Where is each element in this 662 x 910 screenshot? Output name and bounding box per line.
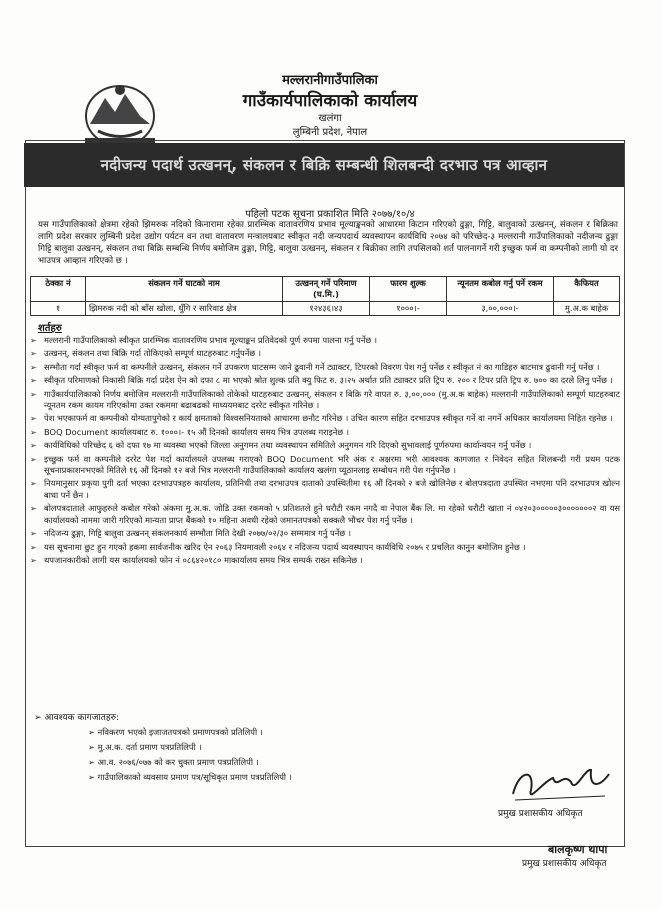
signer-name: बालकृष्ण थापा xyxy=(548,843,608,856)
table-cell: १ xyxy=(31,302,86,316)
col-header: फारम शुल्क xyxy=(370,277,447,302)
banner-title: नदीजन्य पदार्थ उत्खनन्, संकलन र बिक्रि सम्बन्धी शिलबन्दी दरभाउ पत्र आव्हान xyxy=(24,143,624,187)
office-province: लुम्बिनी प्रदेश, नेपाल xyxy=(292,127,368,138)
table-cell: मु.अ.क बाहेक xyxy=(554,302,620,316)
col-header: कैफियत xyxy=(554,277,620,302)
list-item: ➢ गाउँकार्यपालिकाको निर्णय बमोजिम मल्लरानी गाउँपालिकाको तोकेको घाटहरुबाट उत्खनन्, संकलन र बिक्रि गरे वापत रु. ३,००,००० (मु.अ.क बाहेक) मल्लरानी गाउँपालिकाको सम्पूर्ण घाटहरुबाट न्यूनतम रकम कायम गरिएकोमा उक्त रकममा बढाबढको माध्ययमबाट दररेट स्वीकृत गरिनेछ । xyxy=(30,389,620,412)
list-item: ➢ गाउँपालिकाको व्यवसाय प्रमाण पत्र/सूचिकृत प्रमाण पत्रप्रतिलिपी । xyxy=(88,770,292,785)
col-header: संकलन गर्ने घाटको नाम xyxy=(86,277,283,302)
list-item: ➢ यस सूचनामा छुट हुन गएको हकमा सार्वजनीक खरिद ऐन २०६३ नियमावली २०६४ र नदिजन्य पदार्थ व्यवस्थापन कार्यविधि २०७५ र प्रचलित कानुन बमोजिम हुनेछ । xyxy=(30,542,620,553)
table-cell: झिमरुक नदी को बाँस खोला, धुँगि र सारिवाड क्षेत्र xyxy=(86,302,283,316)
notice-date: पहिलो पटक सूचना प्रकाशित मिति २०७७/१०/४ xyxy=(245,209,415,220)
office-place: खलंगा xyxy=(318,113,342,124)
signature-icon xyxy=(505,760,615,808)
table-header-row xyxy=(31,277,620,302)
docs-heading: ➢ आवश्यक कागजातहरु: xyxy=(34,710,119,723)
list-item: ➢ बोलपत्रदाताले आफुहरुले कबोल गरेको अंकमा मु.अ.क. जोडि उक्त रकमको ५ प्रतिशतले हुने धरौटी रकम नगदै वा नेपाल बैंक लि. मा रहेको धरौटी खाता नं ०४२०३०००००३०००००००२ वा यस कार्यालयको नाममा जारी गरिएको मान्यता प्राप्त बैंकको १० महिना अवधी रहेको जमानतपत्रको सक्कलै भौचर पेश गर्नु पर्नेछ । xyxy=(30,503,620,526)
list-item: ➢ सम्भौता गर्दा स्वीकृत फर्म वा कम्पनीले उत्खनन्, संकलन गर्ने उपकरण घाटसम्म जाने ढुवानी गर्ने ट्याक्टर, टिपरको विवरण पेश गर्नु पर्नेछ र स्वीकृत नं का गाडिहरु बाटमात्र ढुवानी गर्नु पर्नेछ । xyxy=(30,362,620,373)
list-item: ➢ मु.अ.क. दर्ता प्रमाण पत्रप्रतिलिपी । xyxy=(88,740,292,755)
org-name: मल्लरानीगाउँपालिका xyxy=(282,73,378,88)
table-row xyxy=(31,302,620,316)
table-cell: १२४३६।४३ xyxy=(283,302,370,316)
list-item: ➢ नियमानुसार प्रकृया पुगी दर्ता भएका दरभाउपत्रहरु कार्यालय, प्रतिनिधी तथा दरभाउपत्र दाताको उपस्थितीमा १६ औं दिनको २ बजे खोलिनेछ र बोलपत्रदाता उपस्थित नभएमा पनि दरभाउपत्र खोल्न बाधा पर्ने छैन । xyxy=(30,478,620,501)
col-header: उत्खनन् गर्ने परिमाण (घ.मि.) xyxy=(283,277,370,302)
intro-paragraph: यस गाउँपालिकाको क्षेत्रमा रहेको झिमरुक नदिको किनारामा रहेका प्रारम्भिक वातावरणिय प्रभाव मूल्याङ्कनको आधारमा किटान गरिएको ढुङ्गा, गिट्टि, बालुवाको उत्खनन्, संकलन र बिक्रिका लागि प्रदेश सरकार लुम्बिनी प्रदेश उद्योग पर्यटन वन तथा वातावरण मन्त्रालयबाट स्वीकृत नदी जन्यपदार्थ व्यवस्थापन कार्यविधि २०७४ को परिच्छेद-३ मल्लरानी गाउँपालिकाको नदीजन्य ढुङ्गा गिट्टि बालुवा उत्खनन्, संकलन तथा बिक्रि सम्बन्धि निर्णय बमोजिम ढुङ्गा, गिट्टि, बालुवा उत्खनन्, संकलन र बिक्रीका लागि तपसिलको शर्त पालनागर्ने गरी इच्छुक फर्म वा कम्पनीको लागी यो दर भाउपत्र आव्हान गरिएको छ । xyxy=(38,220,618,266)
list-item: ➢ मल्लरानी गाउँपालिकाको स्वीकृत प्रारम्भिक वातावरणिय प्रभाव मूल्याङ्कन प्रतिवेदको पूर्ण रुपमा पालना गर्नु पर्नेछ । xyxy=(30,335,620,346)
contract-table xyxy=(30,276,620,316)
list-item: ➢ उत्खनन्, संकलन तथा बिक्रि गर्दा तोकिएको सम्पूर्ण घाटहरुबाट गर्नुपर्नेछ । xyxy=(30,348,620,359)
office-title: गाउँकार्यपालिकाको कार्यालय xyxy=(242,91,418,111)
list-item: ➢ आ.व. २०७६/०७७ को कर चुक्ता प्रमाण पत्रप्रतिलिपी । xyxy=(88,755,292,770)
list-item: ➢ स्वीकृत परिमाणको निकासी बिक्रि गर्दा प्रदेश ऐन को दफा ८ मा भएको श्रोत शुल्क प्रति क्यु फिट रु. ३।२५ अर्थात प्रति ट्याक्टर प्रति ट्रिप रु. २०० र टिपर प्रति ट्रिप रु. ७०० का दरले लिनु पर्नेछ । xyxy=(30,375,620,386)
table-cell: १०००।- xyxy=(370,302,447,316)
list-item: ➢ पेश भएकाफर्म वा कम्पनीको योग्यतापुगेको र कार्य क्षमताको विश्वसनियताको आधारमा छनौट गरिनेछ । उचित कारण सहित दरभाउपत्र स्वीकृत गर्ने वा नगर्ने अधिकार कार्यालयमा निहित रहनेछ । xyxy=(30,413,620,424)
list-item: ➢ कार्यविधिको परिच्छेद ६ को दफा १७ मा व्यवस्था भएको जिल्ला अनुगमन तथा व्यवस्थापन समितिले अनुगमन गरि दिएको सुभावलाई पूर्णरुपमा कार्यान्वयन गर्नु पर्नेछ । xyxy=(30,440,620,451)
conditions-list xyxy=(30,335,620,568)
list-item: ➢ नदिजन्य ढुङ्गा, गिट्टि बालुवा उत्खनन् संकलनकार्य सम्भौता मिति देखी २०७७/०२/३० सम्ममात्र गर्नु पर्नेछ । xyxy=(30,528,620,539)
list-item: ➢ नविकरण भएको इजाजतपत्रको प्रमाणपत्रको प्रतिलिपी । xyxy=(88,725,292,740)
conditions-heading: शर्तहरु xyxy=(38,323,62,334)
signature-title: प्रमुख प्रशासकीय अधिकृत xyxy=(498,809,583,819)
signer-role: प्रमुख प्रशासकीय अधिकृत xyxy=(522,859,607,869)
col-header: न्यूनतम कबोल गर्नु पर्ने रकम xyxy=(447,277,554,302)
col-header: ठेक्का नं xyxy=(31,277,86,302)
docs-list xyxy=(88,725,292,785)
list-item: ➢ थपजानकारीको लागी यस कार्यालयको फोन नं ०८६४२०१८० माकार्यालय समय भित्र सम्पर्क राख्न सकिनेछ । xyxy=(30,555,620,566)
list-item: ➢ BOQ Document कार्यालयबाट रु. १०००।- १५ औं दिनको कार्यालय समय भित्र उपलब्ध गराइनेछ । xyxy=(30,427,620,438)
list-item: ➢ इच्छुक फर्म वा कम्पनीले दररेट पेश गर्दा कार्यालयले उपलब्ध गराएको BOQ Document भरि अंक र अक्षरमा भरी आवश्यक कागजात र निवेदन सहित शिलबन्दी गरी प्रथम पटक सूचनाप्रकाशनभएको मितिले १६ औं दिनको १२ बजे भित्र मल्लरानी गाउँपालिकाको कार्यालय खलंगा प्यूठानलाइ सम्बोधन गरी पेश गर्नुपर्नेछ । xyxy=(30,454,620,477)
table-cell: ३,००,०००।- xyxy=(447,302,554,316)
